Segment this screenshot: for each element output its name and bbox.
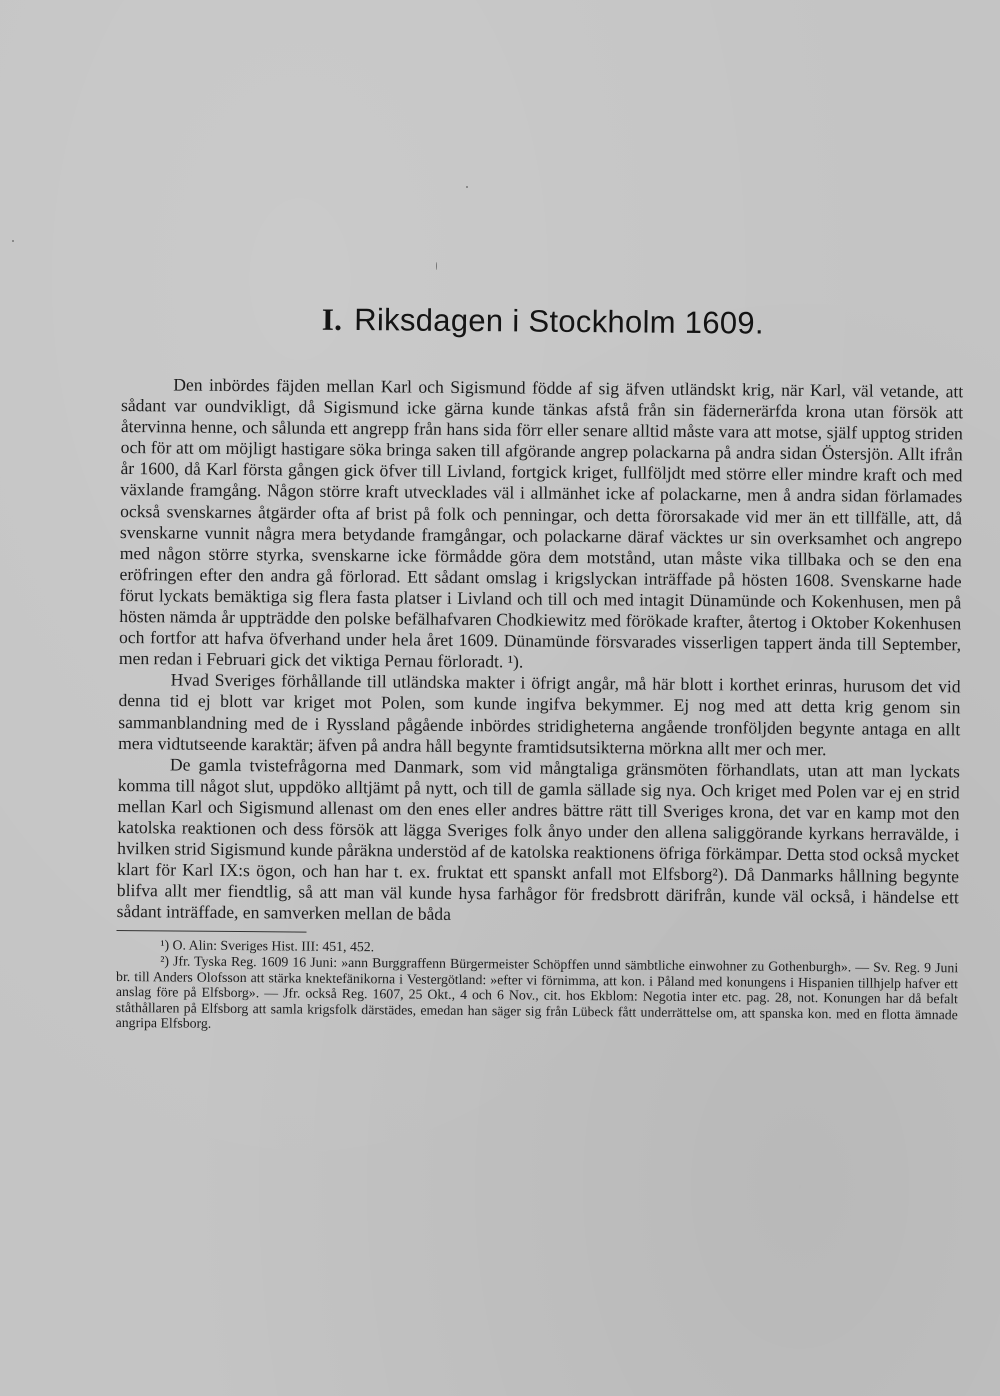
ink-speck [466, 186, 468, 188]
paragraph: Hvad Sveriges förhållande till utländska makter i öfrigt angår, må här blott i korthet erinras, hurusom det vid denna tid ej blott var kriget mot Polen, som kunde ingifva bekymmer. Ej nog med att detta krig genom sin sammanblandning med de i Ryssland pågående inbördes stridigheterna angående tronföljden begynte antaga en allt mera vidtutseende karaktär; äfven på andra håll begynte framtidsutsikterna mörkna allt mer och mer. [118, 669, 961, 759]
paragraph: De gamla tvistefrågorna med Danmark, som vid mångtaliga gränsmöten förhandlats, utan att man lyckats komma till något slut, uppdöko alltjämt på nytt, och till de gamla sällade sig nya. Och kriget med Polen var ej en strid mellan Karl och Sigismund allenast om den enes eller andres bättre rätt till Sveriges krona, det var en kamp mot den katolska reaktionen och dess försök att lägga Sveriges folk ånyo under den allena saliggörande kyrkans herravälde, i hvilken strid Sigismund kunde påräkna understöd af de katolska reaktionens öfriga förkämpar. Detta stod också mycket klart för Karl IX:s ögon, och han har t. ex. fruktat ett spanskt anfall mot Elfsborg²). Då Danmarks hållning begynte blifva allt mer fiendtlig, så att man väl kunde hysa farhågor för fredsbrott därifrån, kunde väl också, i händelse ett sådant inträffade, en samverken mellan de båda [116, 754, 961, 925]
chapter-title: Riksdagen i Stockholm 1609. [354, 302, 764, 341]
footnotes [116, 937, 959, 1038]
ink-speck [436, 262, 437, 270]
footnote: ²) Jfr. Tyska Reg. 1609 16 Juni: »ann Burggraffenn Bürgermeister Schöpffen unnd sämbtliche einwohner zu Gothenburgh». — Sv. Reg. 9 Juni br. till Anders Olofsson att stärka knektefänikorna i Vestergötland: »efter vi förnimma, att kon. i Påland med konungens i Hispanien tillhjelp hafver ett anslag före på Elfsborg». — Jfr. också Reg. 1607, 25 Okt., 4 och 6 Nov., cit. hos Ekblom: Negotia inter etc. pag. 28, not. Konungen har då befalt ståthållaren på Elfsborg att samla krigsfolk därstädes, emedan han säger sig från Lübeck fått underrättelse om, att spanska kon. med en flotta ämnade angripa Elfsborg. [115, 953, 959, 1032]
footnote: ¹) O. Alin: Sveriges Hist. III: 451, 452. [160, 937, 375, 955]
body-text [117, 374, 964, 930]
chapter-number: I. [321, 301, 343, 337]
ink-speck [12, 240, 14, 242]
page-content [116, 300, 964, 1038]
chapter-heading [122, 300, 964, 343]
paragraph: Den inbördes fäjden mellan Karl och Sigismund födde af sig äfven utländskt krig, när Karl, väl vetande, att sådant var oundvikligt, då Sigismund icke gärna kunde tänkas afstå från sin fädernerärfda krona utan försök att återvinna henne, och sålunda ett angrepp från hans sida förr eller senare alltid måste vara att motse, själf upptog striden och för att om möjligt hastigare söka bringa saken till afgörande angrep polackarna på andra sidan Östersjön. Allt ifrån år 1600, då Karl första gången gick öfver till Livland, fortgick kriget, fullföljdt med större eller mindre kraft och med växlande framgång. Någon större kraft utvecklades väl i allmänhet icke af polackarne, men å andra sidan förlamades också svenskarnes åtgärder ofta af brist på folk och penningar, och detta förorsakade vid mer än ett tillfälle, att, då svenskarne vunnit några mera betydande framgångar, och polackarne däraf väcktes ur sin overksamhet och angrepo med någon större styrka, svenskarne icke förmådde göra dem motstånd, utan måste vika tillbaka och se den ena eröfringen efter den andra gå förlorad. Ett sådant omslag i krigslyckan inträffade på hösten 1608. Svenskarne hade förut lyckats bemäktiga sig flera fasta platser i Livland och till och med intagit Dünamünde och Kokenhusen, men på hösten nämda år uppträdde den polske befälhafvaren Chodkiewitz med förökade krafter, återtog i Oktober Kokenhusen och fortfor att hafva öfverhand under hela året 1609. Dünamünde försvarades visserligen tappert ända till September, men redan i Februari gick det viktiga Pernau förloradt. ¹). [118, 374, 964, 672]
footnote-divider [116, 930, 306, 933]
